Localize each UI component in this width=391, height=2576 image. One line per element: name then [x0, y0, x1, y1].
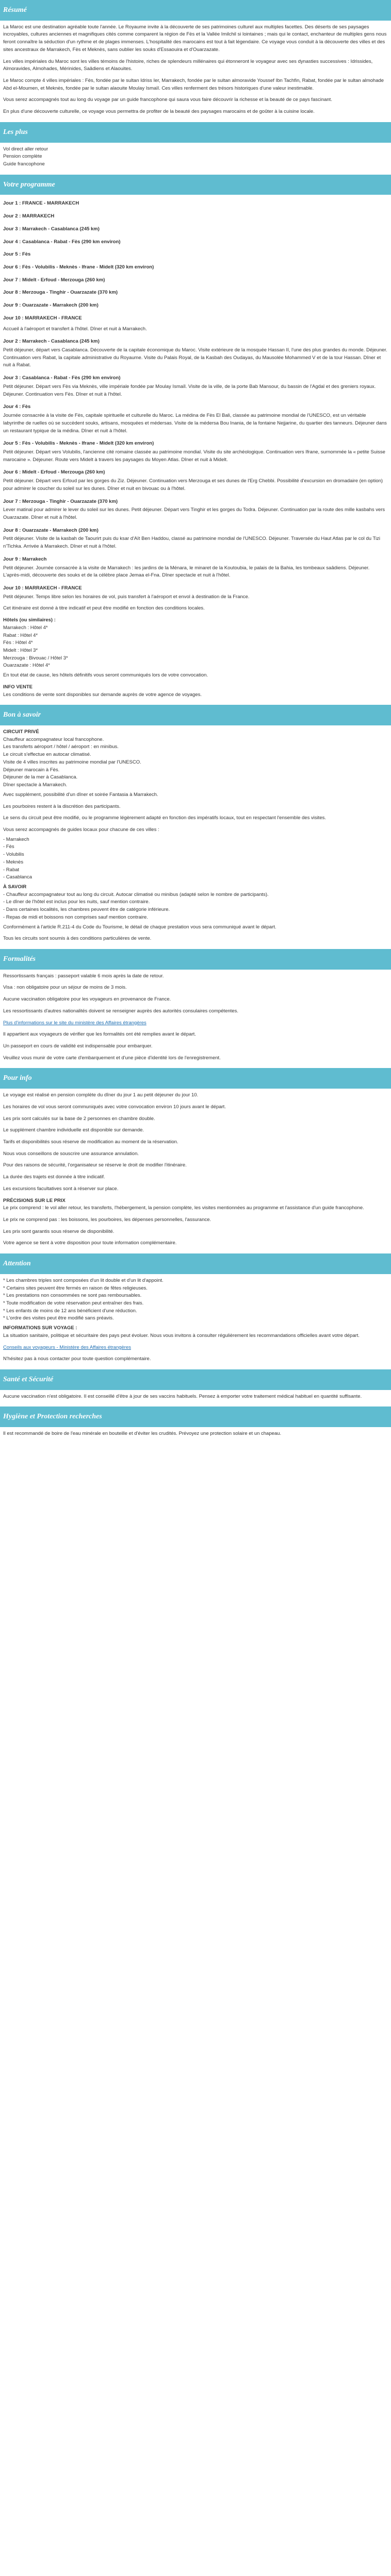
formalities-visa: Visa : non obligatoire pour un séjour de moins de 3 mois.: [3, 985, 127, 991]
pour-info-title: Pour info: [0, 1068, 391, 1089]
highlight-item: Guide francophone: [3, 161, 45, 167]
program-detail-day-text: Petit déjeuner, départ vers Casablanca. Découverte de la capitale économique du Maroc. Visite extérieure de la mosquée Hassan II, l'une des plus grandes du monde. Déjeuner. Continuation vers Rabat, la capitale administrative du Royaume. Visite du Palais Royal, de la Kasbah des Oudayas, du Mausolée Mohammed V et de la tour Hassan. Dîner et nuit à Rabat.: [3, 347, 387, 368]
circuit-item: Les transferts aéroport / hôtel / aéroport : en minibus.: [3, 744, 119, 750]
pour-info-paragraph: Le prix ne comprend pas : les boissons, les pourboires, les dépenses personnelles, l'assurance.: [3, 1217, 211, 1223]
pour-info-paragraph: Les excursions facultatives sont à réserver sur place.: [3, 1185, 119, 1192]
program-day-title: Jour 9 : Ouarzazate - Marrakech (200 km): [3, 302, 99, 309]
formalities-intro: Ressortissants français : passeport valable 6 mois après la date de retour.: [3, 973, 164, 979]
program-day-title: Jour 3 : Marrakech - Casablanca (245 km): [3, 226, 100, 232]
pour-info-paragraph: Le voyage est réalisé en pension complète du dîner du jour 1 au petit déjeuner du jour 10.: [3, 1092, 199, 1098]
pour-info-paragraph: Le supplément chambre individuelle est disponible sur demande.: [3, 1127, 144, 1133]
program-detail-day-title: Jour 6 : Midelt - Erfoud - Merzouga (260 km): [3, 469, 105, 476]
hotel-item: Marrakech : Hôtel 4*: [3, 624, 48, 631]
travel-info-heading: INFORMATIONS SUR VOYAGE :: [3, 1325, 77, 1331]
program-day-title: Jour 1 : FRANCE - MARRAKECH: [3, 200, 79, 207]
formalities-paragraph: Veuillez vous munir de votre carte d'embarquement et d'une pièce d'identité lors de l'enregistrement.: [3, 1055, 221, 1061]
pour-info-section: [0, 1068, 391, 1247]
hygiene-section: [0, 1406, 391, 1437]
summary-paragraph: Vous serez accompagnés tout au long du voyage par un guide francophone qui saura vous faire découvrir la richesse et la beauté de ce pays fascinant.: [3, 97, 332, 103]
good-to-know-paragraph: Conformément à l'article R.211-4 du Code du Tourisme, le détail de chaque prestation vous sera communiqué avant le départ.: [3, 924, 276, 930]
program-day-title: Jour 10 : MARRAKECH - FRANCE: [3, 315, 82, 321]
circuit-item: Chauffeur accompagnateur local francophone.: [3, 736, 104, 742]
foreign-affairs-link[interactable]: Plus d'informations sur le site du ministère des Affaires étrangères: [3, 1020, 146, 1026]
formalities-section: [0, 949, 391, 1062]
city-item: - Casablanca: [3, 874, 32, 880]
program-detail-day-text: Petit déjeuner. Départ vers Erfoud par les gorges du Ziz. Déjeuner. Continuation vers Merzouga et ses dunes de l'Erg Chebbi. Possibilité d'excursion en dromadaire (en option) pour admirer le coucher du soleil sur les dunes. Dîner et nuit en bivouac ou à l'hôtel.: [3, 478, 383, 492]
program-intro: Accueil à l'aéroport et transfert à l'hôtel. Dîner et nuit à Marrakech.: [3, 326, 147, 332]
city-item: - Fès: [3, 844, 14, 850]
circuit-heading: CIRCUIT PRIVÉ: [3, 729, 39, 735]
pour-info-paragraph: Les horaires de vol vous seront communiqués avec votre convocation environ 10 jours avant le départ.: [3, 1104, 226, 1110]
hotels-heading: Hôtels (ou similaires) :: [3, 617, 56, 623]
highlights-title: Les plus: [0, 122, 391, 143]
program-detail-day-text: Petit déjeuner. Visite de la kasbah de Taourirt puis du ksar d'Aït Ben Haddou, classé au patrimoine mondial de l'UNESCO. Déjeuner. Traversée du Haut Atlas par le col du Tizi n'Tichka. Arrivée à Marrakech. Dîner et nuit à l'hôtel.: [3, 536, 380, 550]
circuit-item: Visite de 4 villes inscrites au patrimoine mondial par l'UNESCO.: [3, 759, 141, 765]
circuit-item: Le circuit s'effectue en autocar climatisé.: [3, 752, 91, 758]
program-detail-day-text: Petit déjeuner. Départ vers Fès via Meknès, ville impériale fondée par Moulay Ismaïl. Visite de la ville, de la porte Bab Mansour, du bassin de l'Agdal et des greniers royaux. Déjeuner. Continuation vers Fès. Dîner et nuit à l'hôtel.: [3, 383, 376, 397]
program-detail-day-title: Jour 8 : Ouarzazate - Marrakech (200 km): [3, 527, 99, 533]
city-item: - Rabat: [3, 867, 20, 873]
highlight-item: Pension complète: [3, 154, 42, 160]
summary-paragraph: La Maroc est une destination agréable toute l'année. Le Royaume invite à la découverte de ses patrimoines culturel aux multiples facettes. Des déserts de ses paysages incroyables, cultures anciennes et magnifiques cités comme comparent la région de Fès et la Vallée Imilchil si lointaines ; mais qui le contact, enchanteur de multiples gens nous feront connaître la séduction d'un rythme et de plages immenses. L'hospitalité des marocains est tout à fait légendaire. Ce voyage vous conduit à la découverte des villes et des sites ancestraux de Marrakech, Fès et Meknès, sans oublier les souks d'Essaouira et d'Ouarzazate.: [3, 24, 387, 53]
circuit-item: Déjeuner de la mer à Casablanca.: [3, 774, 78, 781]
formalities-paragraph: Il appartient aux voyageurs de vérifier que les formalités ont été remplies avant le départ.: [3, 1031, 196, 1038]
good-to-know-paragraph: Avec supplément, possibilité d'un dîner et soirée Fantasia à Marrakech.: [3, 791, 158, 798]
health-text: Aucune vaccination n'est obligatoire. Il est conseillé d'être à jour de ses vaccins habituels. Pensez à emporter votre traitement médical habituel en quantité suffisante.: [3, 1393, 362, 1399]
pour-info-paragraph: Pour des raisons de sécurité, l'organisateur se réserve le droit de modifier l'itinéraire.: [3, 1162, 187, 1168]
program-detail-day-title: Jour 9 : Marrakech: [3, 556, 47, 562]
program-day-title: Jour 7 : Midelt - Erfoud - Merzouga (260 km): [3, 277, 105, 283]
circuit-item: Dîner spectacle à Marrakech.: [3, 782, 68, 788]
guides-heading: Vous serez accompagnés de guides locaux pour chacune de ces villes :: [3, 826, 159, 833]
hotels-note: En tout état de cause, les hôtels définitifs vous seront communiqués lors de votre convocation.: [3, 672, 208, 679]
program-day-title: Jour 2 : MARRAKECH: [3, 213, 55, 219]
info-text: Les conditions de vente sont disponibles sur demande auprès de votre agence de voyages.: [3, 691, 202, 698]
health-section: [0, 1369, 391, 1400]
program-detail-day-title: Jour 5 : Fès - Volubilis - Meknès - Ifrane - Midelt (320 km environ): [3, 440, 154, 447]
highlights-section: [0, 122, 391, 168]
pour-info-paragraph: Le prix comprend : le vol aller retour, les transferts, l'hébergement, la pension complète, les visites mentionnées au programme et l'assistance d'un guide francophone.: [3, 1205, 364, 1211]
travel-advice-link[interactable]: Conseils aux voyageurs - Ministère des Affaires étrangères: [3, 1344, 132, 1350]
hotel-item: Midelt : Hôtel 3*: [3, 648, 38, 654]
hotel-item: Ouarzazate : Hôtel 4*: [3, 663, 50, 669]
good-to-know-paragraph: Tous les circuits sont soumis à des conditions particulières de vente.: [3, 936, 152, 942]
program-footer-note: Cet itinéraire est donné à titre indicatif et peut être modifié en fonction des conditions locales.: [3, 605, 205, 612]
summary-paragraph: Le Maroc compte 4 villes impériales : Fès, fondée par le sultan Idriss Ier, Marrakech, fondée par le sultan almoravide Youssef Ibn Tachfin, Rabat, fondée par le sultan almohade Abd el-Moumen, et Meknès, fondée par le sultan alaouite Moulay Ismaïl. Ces villes renferment des trésors historiques d'une valeur inestimable.: [3, 78, 384, 91]
a-savoir-item: - Dans certaines localités, les chambres peuvent être de catégorie inférieure.: [3, 907, 170, 913]
attention-item: * Les enfants de moins de 12 ans bénéficient d'une réduction.: [3, 1308, 137, 1314]
attention-item: * Les chambres triples sont composées d'un lit double et d'un lit d'appoint.: [3, 1277, 164, 1283]
formalities-paragraph: Les ressortissants d'autres nationalités doivent se renseigner auprès des autorités consulaires compétentes.: [3, 1008, 238, 1014]
formalities-paragraph: Un passeport en cours de validité est indispensable pour embarquer.: [3, 1043, 153, 1049]
good-to-know-paragraph: Les pourboires restent à la discrétion des participants.: [3, 803, 121, 809]
program-day-title: Jour 6 : Fès - Volubilis - Meknès - Ifrane - Midelt (320 km environ): [3, 264, 154, 270]
program-detail-day-text: Lever matinal pour admirer le lever du soleil sur les dunes. Petit déjeuner. Départ vers Tinghir et les gorges du Todra. Déjeuner. Continuation par la route des mille kasbahs vers Ouarzazate. Dîner et nuit à l'hôtel.: [3, 507, 385, 520]
program-detail-day-title: Jour 10 : MARRAKECH - FRANCE: [3, 585, 82, 591]
a-savoir-item: - Repas de midi et boissons non comprises sauf mention contraire.: [3, 914, 148, 920]
attention-closing: N'hésitez pas à nous contacter pour toute question complémentaire.: [3, 1356, 151, 1362]
price-precision-heading: PRÉCISIONS SUR LE PRIX: [3, 1197, 66, 1204]
circuit-item: Déjeuner marocain à Fès.: [3, 767, 60, 773]
attention-item: * Toute modification de votre réservation peut entraîner des frais.: [3, 1300, 144, 1307]
info-heading: INFO VENTE: [3, 684, 33, 690]
program-detail-day-title: Jour 2 : Marrakech - Casablanca (245 km): [3, 338, 100, 345]
attention-item: * Certains sites peuvent être fermés en raison de fêtes religieuses.: [3, 1285, 148, 1291]
hotel-item: Fès : Hôtel 4*: [3, 640, 33, 646]
pour-info-paragraph: Votre agence se tient à votre disposition pour toute information complémentaire.: [3, 1240, 177, 1246]
program-day-title: Jour 5 : Fès: [3, 251, 31, 258]
city-item: - Volubilis: [3, 852, 24, 858]
program-section: [0, 175, 391, 699]
hotel-item: Merzouga : Bivouac / Hôtel 3*: [3, 655, 68, 661]
a-savoir-item: - Le dîner de l'hôtel est inclus pour les nuits, sauf mention contraire.: [3, 899, 150, 905]
city-item: - Marrakech: [3, 836, 29, 842]
pour-info-paragraph: Les prix sont garantis sous réserve de disponibilité.: [3, 1228, 115, 1234]
summary-paragraph: En plus d'une découverte culturelle, ce voyage vous permettra de profiter de la beauté des paysages marocains et de goûter à la cuisine locale.: [3, 109, 315, 115]
good-to-know-paragraph: Le sens du circuit peut être modifié, ou le programme légèrement adapté en fonction des impératifs locaux, tout en respectant l'ensemble des visites.: [3, 815, 326, 821]
pour-info-paragraph: Les prix sont calculés sur la base de 2 personnes en chambre double.: [3, 1115, 155, 1122]
good-to-know-section: [0, 705, 391, 943]
formalities-title: Formalités: [0, 949, 391, 970]
hygiene-text: Il est recommandé de boire de l'eau minérale en bouteille et d'éviter les crudités. Prévoyez une protection solaire et un chapeau.: [3, 1431, 282, 1437]
summary-title: Résumé: [0, 0, 391, 21]
a-savoir-item: - Chauffeur accompagnateur tout au long du circuit. Autocar climatisé ou minibus (adapté selon le nombre de participants).: [3, 891, 269, 897]
program-detail-day-text: Petit déjeuner. Journée consacrée à la visite de Marrakech : les jardins de la Ménara, le minaret de la Koutoubia, le palais de la Bahia, les tombeaux saâdiens. Déjeuner. L'après-midi, découverte des souks et de la célèbre place Jemaa el-Fna. Dîner spectacle et nuit à l'hôtel.: [3, 565, 370, 579]
attention-title: Attention: [0, 1253, 391, 1274]
city-item: - Meknès: [3, 859, 24, 865]
pour-info-paragraph: La durée des trajets est donnée à titre indicatif.: [3, 1174, 105, 1180]
attention-item: * Les prestations non consommées ne sont pas remboursables.: [3, 1293, 142, 1299]
good-to-know-title: Bon à savoir: [0, 705, 391, 725]
hygiene-title: Hygiène et Protection recherches: [0, 1406, 391, 1427]
program-detail-day-title: Jour 7 : Merzouga - Tinghir - Ouarzazate (370 km): [3, 498, 118, 504]
pour-info-paragraph: Tarifs et disponibilités sous réserve de modification au moment de la réservation.: [3, 1139, 178, 1145]
program-title: Votre programme: [0, 175, 391, 195]
formalities-health: Aucune vaccination obligatoire pour les voyageurs en provenance de France.: [3, 996, 171, 1003]
summary-section: [0, 0, 391, 116]
hotel-item: Rabat : Hôtel 4*: [3, 632, 38, 638]
travel-info-text: La situation sanitaire, politique et sécuritaire des pays peut évoluer. Nous vous invitons à consulter régulièrement les recommandations officielles avant votre départ.: [3, 1332, 360, 1338]
program-detail-day-text: Journée consacrée à la visite de Fès, capitale spirituelle et culturelle du Maroc. La médina de Fès El Bali, classée au patrimoine mondial de l'UNESCO, est un véritable labyrinthe de ruelles où se succèdent souks, artisans, mosquées et médersas. Visite de la médersa Bou Inania, de la fontaine Nejjarine, du quartier des tanneurs. Déjeuner dans un restaurant typique de la médina. Dîner et nuit à l'hôtel.: [3, 413, 387, 434]
program-detail-day-title: Jour 4 : Fès: [3, 404, 31, 410]
program-detail-day-text: Petit déjeuner. Départ vers Volubilis, l'ancienne cité romaine classée au patrimoine mondial. Visite du site archéologique. Continuation vers Ifrane, surnommée la « petite Suisse marocaine ». Déjeuner. Route vers Midelt à travers les paysages du Moyen Atlas. Dîner et nuit à Midelt.: [3, 449, 385, 463]
a-savoir-heading: À SAVOIR: [3, 884, 27, 890]
health-title: Santé et Sécurité: [0, 1369, 391, 1390]
attention-item: * L'ordre des visites peut être modifié sans préavis.: [3, 1315, 114, 1321]
highlight-item: Vol direct aller retour: [3, 146, 48, 152]
program-day-title: Jour 4 : Casablanca - Rabat - Fès (290 km environ): [3, 239, 121, 245]
program-day-title: Jour 8 : Merzouga - Tinghir - Ouarzazate (370 km): [3, 290, 118, 296]
attention-section: [0, 1253, 391, 1363]
summary-paragraph: Les villes impériales du Maroc sont les villes témoins de l'histoire, riches de splendeurs millénaires qui étonneront le voyageur avec ses dynasties successives : Idrissides, Almoravides, Almohades, Mérinides, Saâdiens et Alaouites.: [3, 58, 373, 72]
pour-info-paragraph: Nous vous conseillons de souscrire une assurance annulation.: [3, 1150, 139, 1157]
program-detail-day-title: Jour 3 : Casablanca - Rabat - Fès (290 km environ): [3, 375, 121, 381]
program-detail-day-text: Petit déjeuner. Temps libre selon les horaires de vol, puis transfert à l'aéroport et envol à destination de la France.: [3, 594, 250, 600]
